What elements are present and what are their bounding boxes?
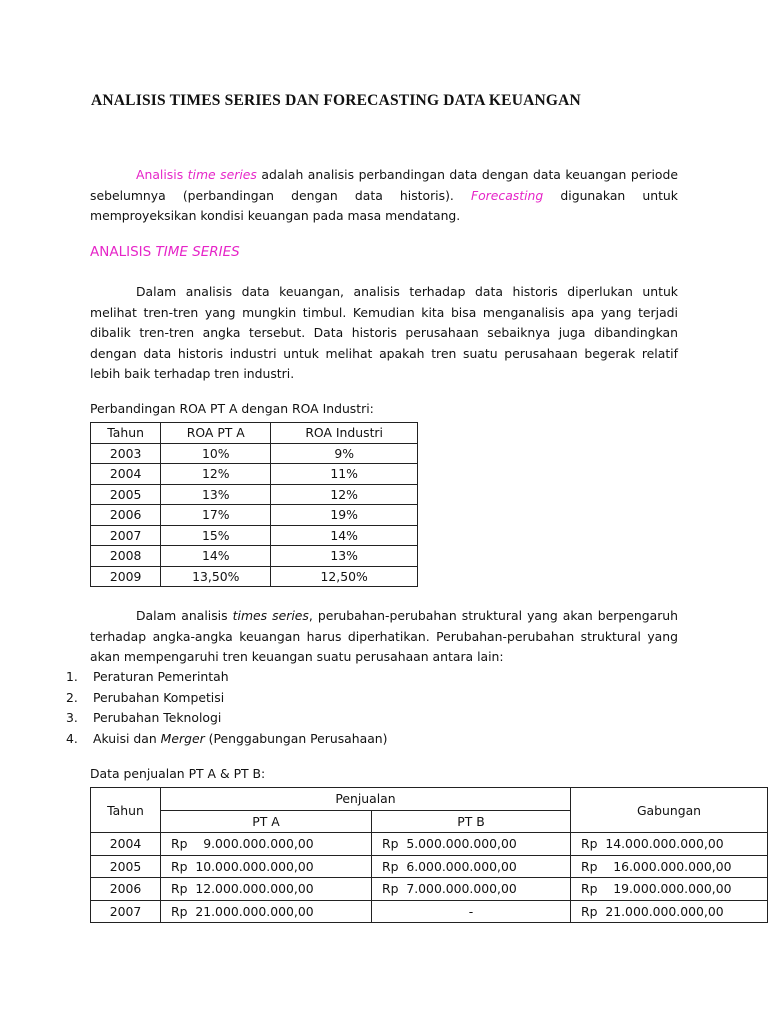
list-item-text-after: (Penggabungan Perusahaan) [208, 730, 388, 746]
sales-cell-pta: Rp 9.000.000.000,00 [161, 833, 372, 856]
structural-text-2: , perubahan-perubahan struktural yang akan berpengaruh terhadap angka-angka keuangan harus diperhatikan. Perubahan-perubahan struktural yang akan mempengaruhi tren keuangan suatu perusahaan antara lain: [90, 608, 678, 664]
roa-table-caption: Perbandingan ROA PT A dengan ROA Industri: [90, 401, 374, 416]
sales-cell-pta: Rp 10.000.000.000,00 [161, 855, 372, 878]
section-heading-part2: TIME SERIES [155, 244, 240, 260]
list-item-italic-merger: Merger [160, 730, 205, 746]
table-row [91, 566, 418, 587]
table-row [91, 900, 768, 923]
roa-cell-pta: 12% [161, 464, 271, 485]
table-row [91, 833, 768, 856]
list-item-number: 4. [66, 730, 78, 746]
roa-cell-pta: 13,50% [161, 566, 271, 587]
roa-cell-year: 2007 [91, 525, 161, 546]
intro-paragraph [90, 165, 678, 227]
sales-cell-gabungan: Rp 19.000.000.000,00 [571, 878, 768, 901]
list-item-number: 1. [66, 669, 78, 684]
list-item [66, 729, 387, 750]
intro-text-1: adalah analisis perbandingan data dengan data keuangan periode sebelumnya (perbandingan dengan data historis). [90, 167, 678, 203]
structural-change-paragraph [90, 606, 678, 668]
roa-cell-year: 2006 [91, 505, 161, 526]
table-row [91, 855, 768, 878]
sales-cell-ptb: - [372, 900, 571, 923]
table-row [91, 443, 418, 464]
roa-cell-industri: 19% [271, 505, 418, 526]
sales-cell-gabungan: Rp 14.000.000.000,00 [571, 833, 768, 856]
list-item-text: Peraturan Pemerintah [93, 669, 229, 684]
sales-header-gabungan: Gabungan [571, 788, 768, 833]
list-item [66, 708, 387, 729]
sales-cell-ptb: Rp 5.000.000.000,00 [372, 833, 571, 856]
sales-header-penjualan: Penjualan [161, 788, 571, 811]
sales-header-ptb: PT B [372, 810, 571, 833]
roa-cell-industri: 12% [271, 484, 418, 505]
sales-cell-gabungan: Rp 21.000.000.000,00 [571, 900, 768, 923]
intro-keyword-analisis: Analisis [136, 167, 184, 182]
list-item [66, 667, 387, 688]
section-heading-part1: ANALISIS [90, 244, 152, 260]
table-row [91, 525, 418, 546]
roa-cell-industri: 9% [271, 443, 418, 464]
intro-keyword-forecasting: Forecasting [470, 187, 544, 203]
roa-cell-industri: 13% [271, 546, 418, 567]
table-row [91, 546, 418, 567]
sales-cell-year: 2006 [91, 878, 161, 901]
intro-keyword-time-series: time series [187, 167, 257, 182]
sales-header-pta: PT A [161, 810, 372, 833]
structural-keyword-times-series: times series [232, 608, 309, 623]
page-title: ANALISIS TIMES SERIES DAN FORECASTING DATA KEUANGAN [91, 92, 581, 109]
intro-text-2: digunakan untuk memproyeksikan kondisi keuangan pada masa mendatang. [90, 187, 678, 223]
table-row [91, 878, 768, 901]
list-item-number: 3. [66, 710, 78, 725]
roa-cell-year: 2003 [91, 443, 161, 464]
list-item-text: Akuisi dan [93, 730, 157, 746]
roa-cell-year: 2008 [91, 546, 161, 567]
roa-table [90, 422, 418, 587]
structural-change-list [66, 667, 387, 749]
roa-header-industri: ROA Industri [271, 423, 418, 444]
roa-cell-pta: 15% [161, 525, 271, 546]
sales-cell-pta: Rp 12.000.000.000,00 [161, 878, 372, 901]
roa-cell-year: 2005 [91, 484, 161, 505]
sales-cell-pta: Rp 21.000.000.000,00 [161, 900, 372, 923]
roa-header-pta: ROA PT A [161, 423, 271, 444]
table-row [91, 484, 418, 505]
roa-table-header [91, 423, 418, 444]
sales-header-tahun: Tahun [91, 788, 161, 833]
list-item-text: Perubahan Teknologi [93, 710, 222, 725]
roa-cell-year: 2004 [91, 464, 161, 485]
roa-cell-pta: 10% [161, 443, 271, 464]
roa-cell-year: 2009 [91, 566, 161, 587]
table-row [91, 505, 418, 526]
sales-cell-ptb: Rp 7.000.000.000,00 [372, 878, 571, 901]
list-item [66, 688, 387, 709]
sales-cell-year: 2004 [91, 833, 161, 856]
roa-cell-industri: 14% [271, 525, 418, 546]
list-item-number: 2. [66, 689, 78, 705]
sales-table-caption: Data penjualan PT A & PT B: [90, 766, 266, 781]
roa-cell-pta: 13% [161, 484, 271, 505]
sales-cell-gabungan: Rp 16.000.000.000,00 [571, 855, 768, 878]
list-item-text: Perubahan Kompetisi [93, 689, 225, 705]
sales-cell-ptb: Rp 6.000.000.000,00 [372, 855, 571, 878]
structural-text-1: Dalam analisis [136, 608, 228, 623]
historical-analysis-paragraph: Dalam analisis data keuangan, analisis terhadap data historis diperlukan untuk melihat tren-tren yang mungkin timbul. Kemudian kita bisa menganalisis apa yang terjadi dibalik tren-tren angka tersebut. Data historis perusahaan sebaiknya juga dibandingkan dengan data historis industri untuk melihat apakah tren suatu perusahaan begerak relatif lebih baik terhadap tren industri. [90, 284, 678, 381]
sales-table-header-row-1 [91, 788, 768, 811]
sales-table [90, 787, 768, 923]
roa-header-tahun: Tahun [91, 423, 161, 444]
table-row [91, 464, 418, 485]
roa-cell-pta: 17% [161, 505, 271, 526]
section-heading [90, 244, 240, 260]
roa-cell-pta: 14% [161, 546, 271, 567]
roa-cell-industri: 11% [271, 464, 418, 485]
sales-cell-year: 2005 [91, 855, 161, 878]
roa-cell-industri: 12,50% [271, 566, 418, 587]
sales-cell-year: 2007 [91, 900, 161, 923]
